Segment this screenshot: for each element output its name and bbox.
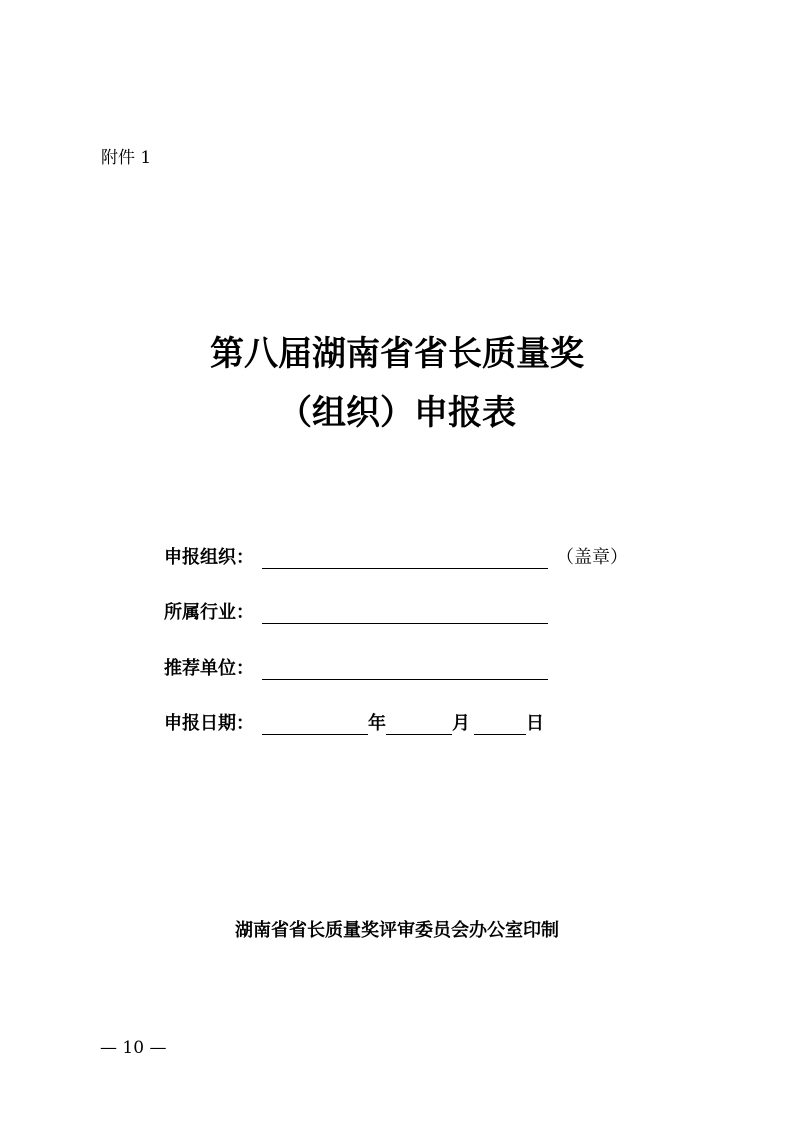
year-field[interactable]	[262, 712, 368, 735]
applicant-organization-field[interactable]	[262, 546, 548, 569]
industry-field[interactable]	[262, 601, 548, 624]
applicant-organization-row	[164, 542, 628, 570]
industry-label: 所属行业：	[164, 602, 254, 623]
application-date-label: 申报日期：	[164, 713, 254, 734]
year-word: 年	[368, 713, 386, 734]
day-field[interactable]	[474, 712, 526, 735]
application-date-row	[164, 708, 544, 736]
recommending-unit-label: 推荐单位：	[164, 658, 254, 679]
attachment-label: 附件 1	[101, 148, 152, 168]
industry-row	[164, 597, 548, 625]
page-title-line-2: （组织）申报表	[278, 393, 516, 433]
recommending-unit-field[interactable]	[262, 657, 548, 680]
seal-note: （盖章）	[556, 547, 628, 568]
publisher-line: 湖南省省长质量奖评审委员会办公室印制	[235, 920, 559, 941]
page-title-line-1: 第八届湖南省省长质量奖	[210, 334, 584, 374]
month-field[interactable]	[386, 712, 452, 735]
month-word: 月	[452, 713, 470, 734]
applicant-organization-label: 申报组织：	[164, 547, 254, 568]
day-word: 日	[526, 713, 544, 734]
recommending-unit-row	[164, 653, 548, 681]
page-number: — 10 —	[100, 1038, 167, 1058]
